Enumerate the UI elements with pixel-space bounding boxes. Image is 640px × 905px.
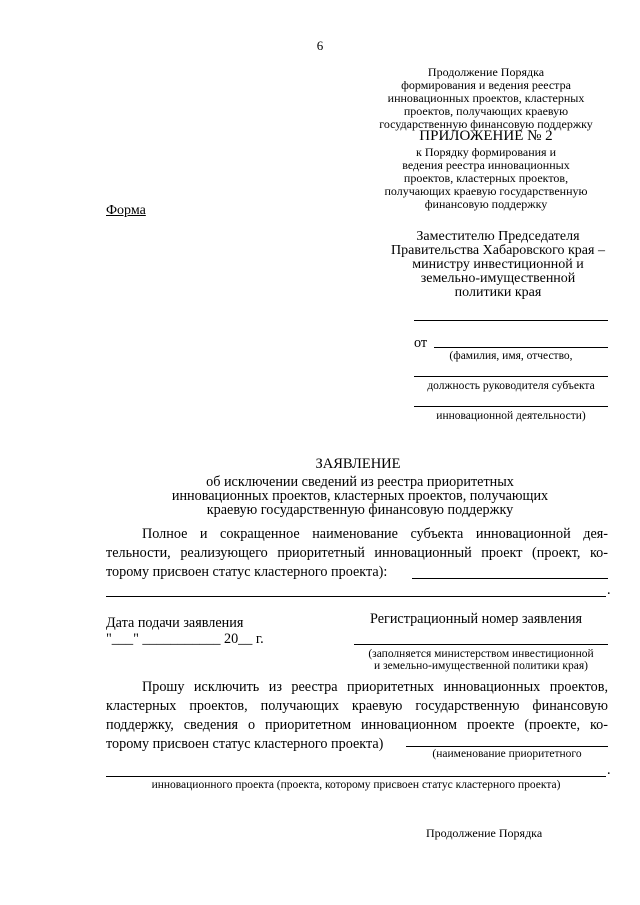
addressee-line: земельно-имущественной: [420, 271, 576, 286]
reg-hint-line: (заполняется министерством инвестиционной: [368, 648, 594, 660]
para2-line: торому присвоен статус кластерного проекта): [106, 736, 384, 752]
subtitle-line: краевую государственную финансовую поддержку: [206, 502, 514, 518]
form-label: Форма: [106, 203, 146, 218]
hint-position: должность руководителя субъекта: [427, 380, 595, 392]
blank-line: [414, 320, 608, 321]
reg-number-label: Регистрационный номер заявления: [370, 611, 582, 627]
subject-name-field[interactable]: [412, 578, 608, 579]
reg-number-field[interactable]: [354, 644, 608, 645]
subject-name-field-2[interactable]: [106, 596, 606, 597]
statement-subtitle: [110, 475, 610, 517]
header-continuation-line: инновационных проектов, кластерных: [387, 91, 585, 105]
header-continuation-line: формирования и ведения реестра: [401, 78, 571, 92]
date-label: Дата подачи заявления: [106, 615, 244, 631]
project-name-field-2[interactable]: [106, 776, 606, 777]
reg-number-hint: [354, 648, 608, 672]
addressee-line: Заместителю Председателя: [416, 229, 580, 244]
para1-line: Полное и сокращенное наименование субъекта инновационной дея-: [142, 526, 608, 542]
footer-continuation: Продолжение Порядка: [426, 826, 543, 840]
statement-title: ЗАЯВЛЕНИЕ: [315, 456, 401, 472]
project-name-hint-2: инновационного проекта (проекта, которому присвоен статус кластерного проекта): [151, 779, 561, 791]
header-continuation-line: Продолжение Порядка: [427, 65, 545, 79]
subtitle-line: об исключении сведений из реестра приоритетных: [206, 474, 514, 490]
hint-subject: инновационной деятельности): [436, 410, 586, 422]
blank-line: [414, 376, 608, 377]
blank-line: [414, 406, 608, 407]
period: .: [607, 582, 611, 598]
project-name-hint: (наименование приоритетного: [432, 748, 582, 760]
addressee-line: политики края: [454, 285, 542, 300]
subtitle-line: инновационных проектов, кластерных проектов, получающих: [171, 488, 549, 504]
appendix-line: финансовую поддержку: [424, 197, 548, 211]
para1-line: торому присвоен статус кластерного проекта):: [106, 564, 388, 580]
appendix-line: к Порядку формирования и: [415, 145, 556, 159]
header-continuation-line: проектов, получающих краевую: [403, 104, 569, 118]
from-field-line[interactable]: [434, 347, 608, 348]
hint-fio: (фамилия, имя, отчество,: [449, 350, 573, 362]
addressee-line: Правительства Хабаровского края –: [391, 243, 605, 258]
appendix-line: ведения реестра инновационных: [402, 158, 570, 172]
para2-line: поддержку, сведения о приоритетном инновационном проекте (проекте, ко-: [106, 717, 608, 733]
addressee-line: министру инвестиционной и: [412, 257, 584, 272]
header-continuation-line: государственную финансовую поддержку: [379, 117, 593, 131]
para2-line: кластерных проектов, получающих краевую государственную финансовую: [106, 698, 608, 714]
appendix-line: проектов, кластерных проектов,: [403, 171, 569, 185]
appendix-line: получающих краевую государственную: [384, 184, 588, 198]
project-name-field[interactable]: [406, 746, 608, 747]
para1-line: тельности, реализующего приоритетный инновационный проект (проект, ко-: [106, 545, 608, 561]
reg-hint-line: и земельно-имущественной политики края): [374, 660, 588, 672]
page-number: 6: [316, 38, 324, 53]
date-value[interactable]: "___" ___________ 20__ г.: [106, 631, 264, 647]
from-label: от: [414, 335, 428, 351]
addressee-block: [378, 230, 618, 300]
period: .: [607, 762, 611, 778]
para2-line: Прошу исключить из реестра приоритетных инновационных проектов,: [142, 679, 608, 695]
appendix-title: ПРИЛОЖЕНИЕ № 2: [419, 128, 553, 144]
